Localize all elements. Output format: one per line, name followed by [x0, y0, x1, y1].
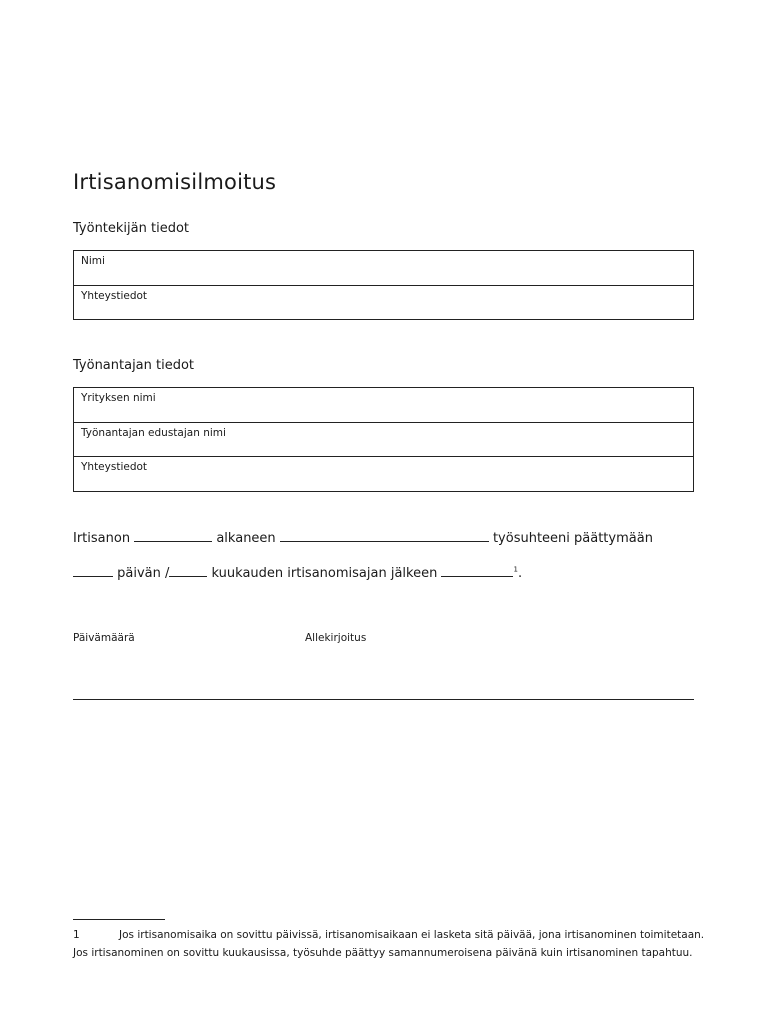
employee-name-row	[74, 251, 693, 286]
employee-contact-field[interactable]	[74, 304, 693, 319]
notice-sentence-line-1	[73, 527, 653, 546]
employee-name-label: Nimi	[81, 255, 105, 267]
footnote-reference: 1	[513, 565, 518, 574]
employer-representative-row	[74, 423, 693, 458]
notice-days-blank[interactable]	[73, 562, 113, 577]
notice-sentence-line-2	[73, 562, 522, 581]
footnote	[73, 926, 704, 962]
notice-period: .	[517, 566, 523, 581]
footnote-text-1: Jos irtisanomisaika on sovittu päivissä, irtisanomisaikaan ei lasketa sitä päivää, jona irtisanominen toimitetaan.	[119, 929, 705, 941]
company-name-field[interactable]	[74, 406, 693, 420]
date-label: Päivämäärä	[73, 632, 135, 644]
page-title: Irtisanomisilmoitus	[73, 170, 277, 194]
footnote-line-1	[73, 926, 704, 944]
end-date-blank[interactable]	[441, 562, 513, 577]
footnote-divider	[73, 919, 165, 920]
employee-info-box	[73, 250, 694, 320]
employer-representative-label: Työnantajan edustajan nimi	[81, 426, 226, 439]
company-name-label: Yrityksen nimi	[81, 392, 156, 404]
company-name-row	[74, 388, 693, 423]
employer-contact-row	[74, 457, 693, 492]
notice-word-irtisanon: Irtisanon	[73, 531, 131, 546]
employer-representative-field[interactable]	[74, 441, 693, 455]
employer-section-heading: Työnantajan tiedot	[73, 358, 195, 373]
employee-name-field[interactable]	[74, 269, 693, 283]
footnote-number: 1	[73, 929, 80, 941]
employer-info-box	[73, 387, 694, 492]
notice-word-tyosuhteeni: työsuhteeni päättymään	[492, 531, 653, 546]
notice-word-alkaneen: alkaneen	[216, 531, 276, 546]
notice-months-blank[interactable]	[169, 562, 207, 577]
employee-section-heading: Työntekijän tiedot	[73, 221, 189, 236]
notice-word-paivan: päivän /	[117, 566, 170, 581]
employee-contact-row	[74, 286, 693, 321]
employer-contact-field[interactable]	[74, 475, 693, 490]
footnote-text-2: Jos irtisanominen on sovittu kuukausissa, työsuhde päättyy samannumeroisena päivänä kuin irtisanominen tapahtuu.	[73, 947, 693, 959]
notice-type-blank[interactable]	[134, 527, 212, 542]
employment-start-blank[interactable]	[280, 527, 489, 542]
signature-label: Allekirjoitus	[305, 632, 367, 644]
employer-contact-label: Yhteystiedot	[81, 461, 148, 473]
employee-contact-label: Yhteystiedot	[81, 289, 148, 302]
notice-word-kuukauden: kuukauden irtisanomisajan jälkeen	[211, 566, 438, 581]
signature-line[interactable]	[73, 699, 694, 700]
